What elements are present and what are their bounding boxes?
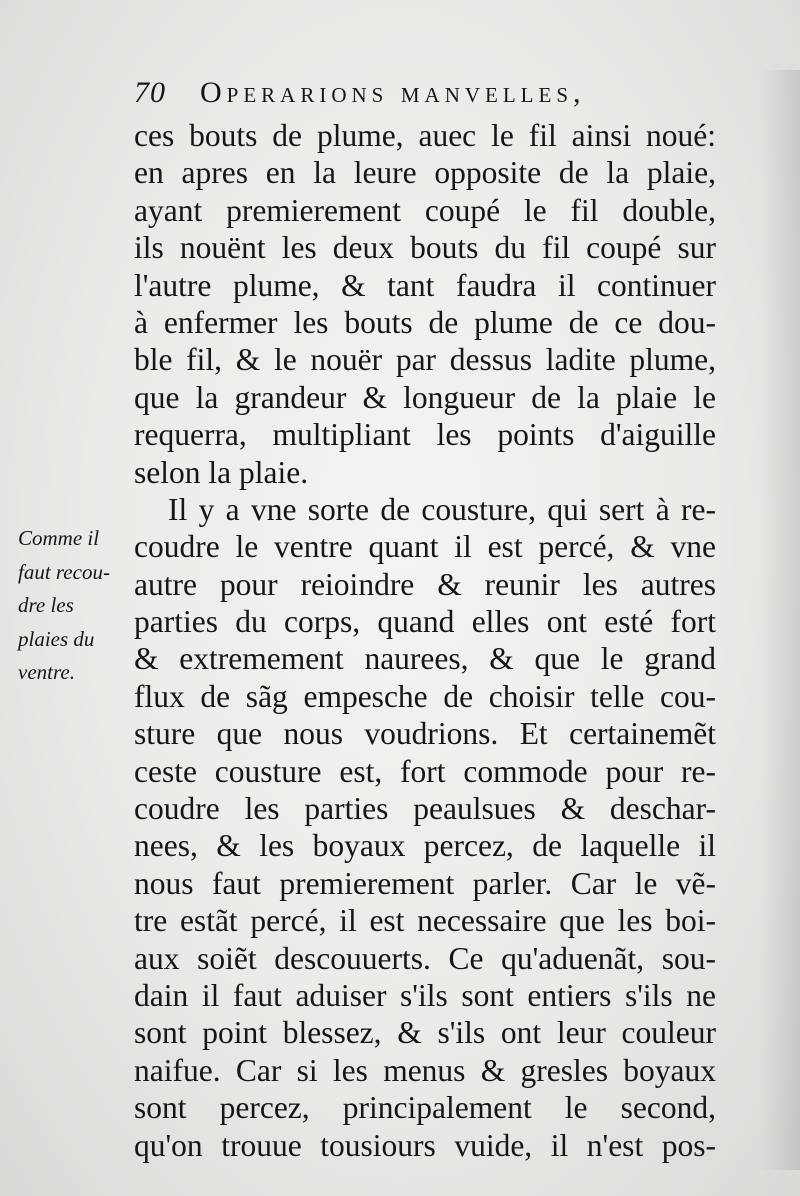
text-line: naifue. Car si les menus & gresles boyaux: [134, 1052, 716, 1088]
text-line: flux de sãg empesche de choisir telle cou-: [134, 678, 716, 714]
text-line: aux soiẽt descouuerts. Ce qu'aduenãt, sou-: [134, 940, 716, 976]
text-line: coudre le ventre quant il est percé, & vne: [134, 529, 716, 565]
text-line: parties du corps, quand elles ont esté fort: [134, 604, 716, 640]
text-line: sont percez, principalement le second,: [134, 1090, 716, 1126]
page-edge-shadow: [760, 70, 800, 1170]
text-line: ayant premierement coupé le fil double,: [134, 192, 716, 228]
body-text: [134, 117, 716, 1164]
text-line: à enfermer les bouts de plume de ce dou-: [134, 304, 716, 340]
margin-note-line: Comme il: [18, 526, 100, 550]
margin-note: [18, 522, 136, 690]
text-line: selon la plaie.: [134, 454, 309, 490]
text-line: que la grandeur & longueur de la plaie le: [134, 379, 716, 415]
text-line: ils nouënt les deux bouts du fil coupé sur: [134, 230, 716, 266]
text-line: en apres en la leure opposite de la plaie,: [134, 155, 716, 191]
text-line: nees, & les boyaux percez, de laquelle il: [134, 828, 716, 864]
text-line: sture que nous voudrions. Et certainemẽt: [134, 716, 716, 752]
text-line: nous faut premierement parler. Car le vẽ-: [134, 865, 716, 901]
text-line: & extremement naurees, & que le grand: [134, 641, 716, 677]
text-line: coudre les parties peaulsues & deschar-: [134, 791, 716, 827]
text-line: l'autre plume, & tant faudra il continuer: [134, 267, 716, 303]
margin-note-line: plaies du: [18, 626, 95, 651]
margin-note-line: faut recou-: [18, 559, 110, 584]
text-line: ble fil, & le nouër par dessus ladite plume,: [134, 342, 716, 378]
text-line: requerra, multipliant les points d'aiguille: [134, 417, 716, 453]
text-line: qu'on trouue tousiours vuide, il n'est pos-: [134, 1127, 716, 1163]
page-header: [134, 72, 694, 118]
text-line: sont point blessez, & s'ils ont leur couleur: [134, 1015, 716, 1051]
margin-note-line: dre les: [18, 593, 74, 617]
text-line: ceste cousture est, fort commode pour re-: [134, 753, 716, 789]
text-line: Il y a vne sorte de cousture, qui sert à re-: [168, 491, 716, 527]
page-number: 70: [134, 76, 166, 109]
text-line: tre estãt percé, il est necessaire que les boi-: [134, 903, 716, 939]
text-line: ces bouts de plume, auec le fil ainsi noué:: [134, 118, 716, 153]
text-line: autre pour reioindre & reunir les autres: [134, 566, 716, 602]
margin-note-line: ventre.: [18, 660, 75, 684]
running-title: Operarions manvelles,: [200, 76, 586, 109]
text-line: dain il faut aduiser s'ils sont entiers s'ils ne: [134, 977, 716, 1013]
